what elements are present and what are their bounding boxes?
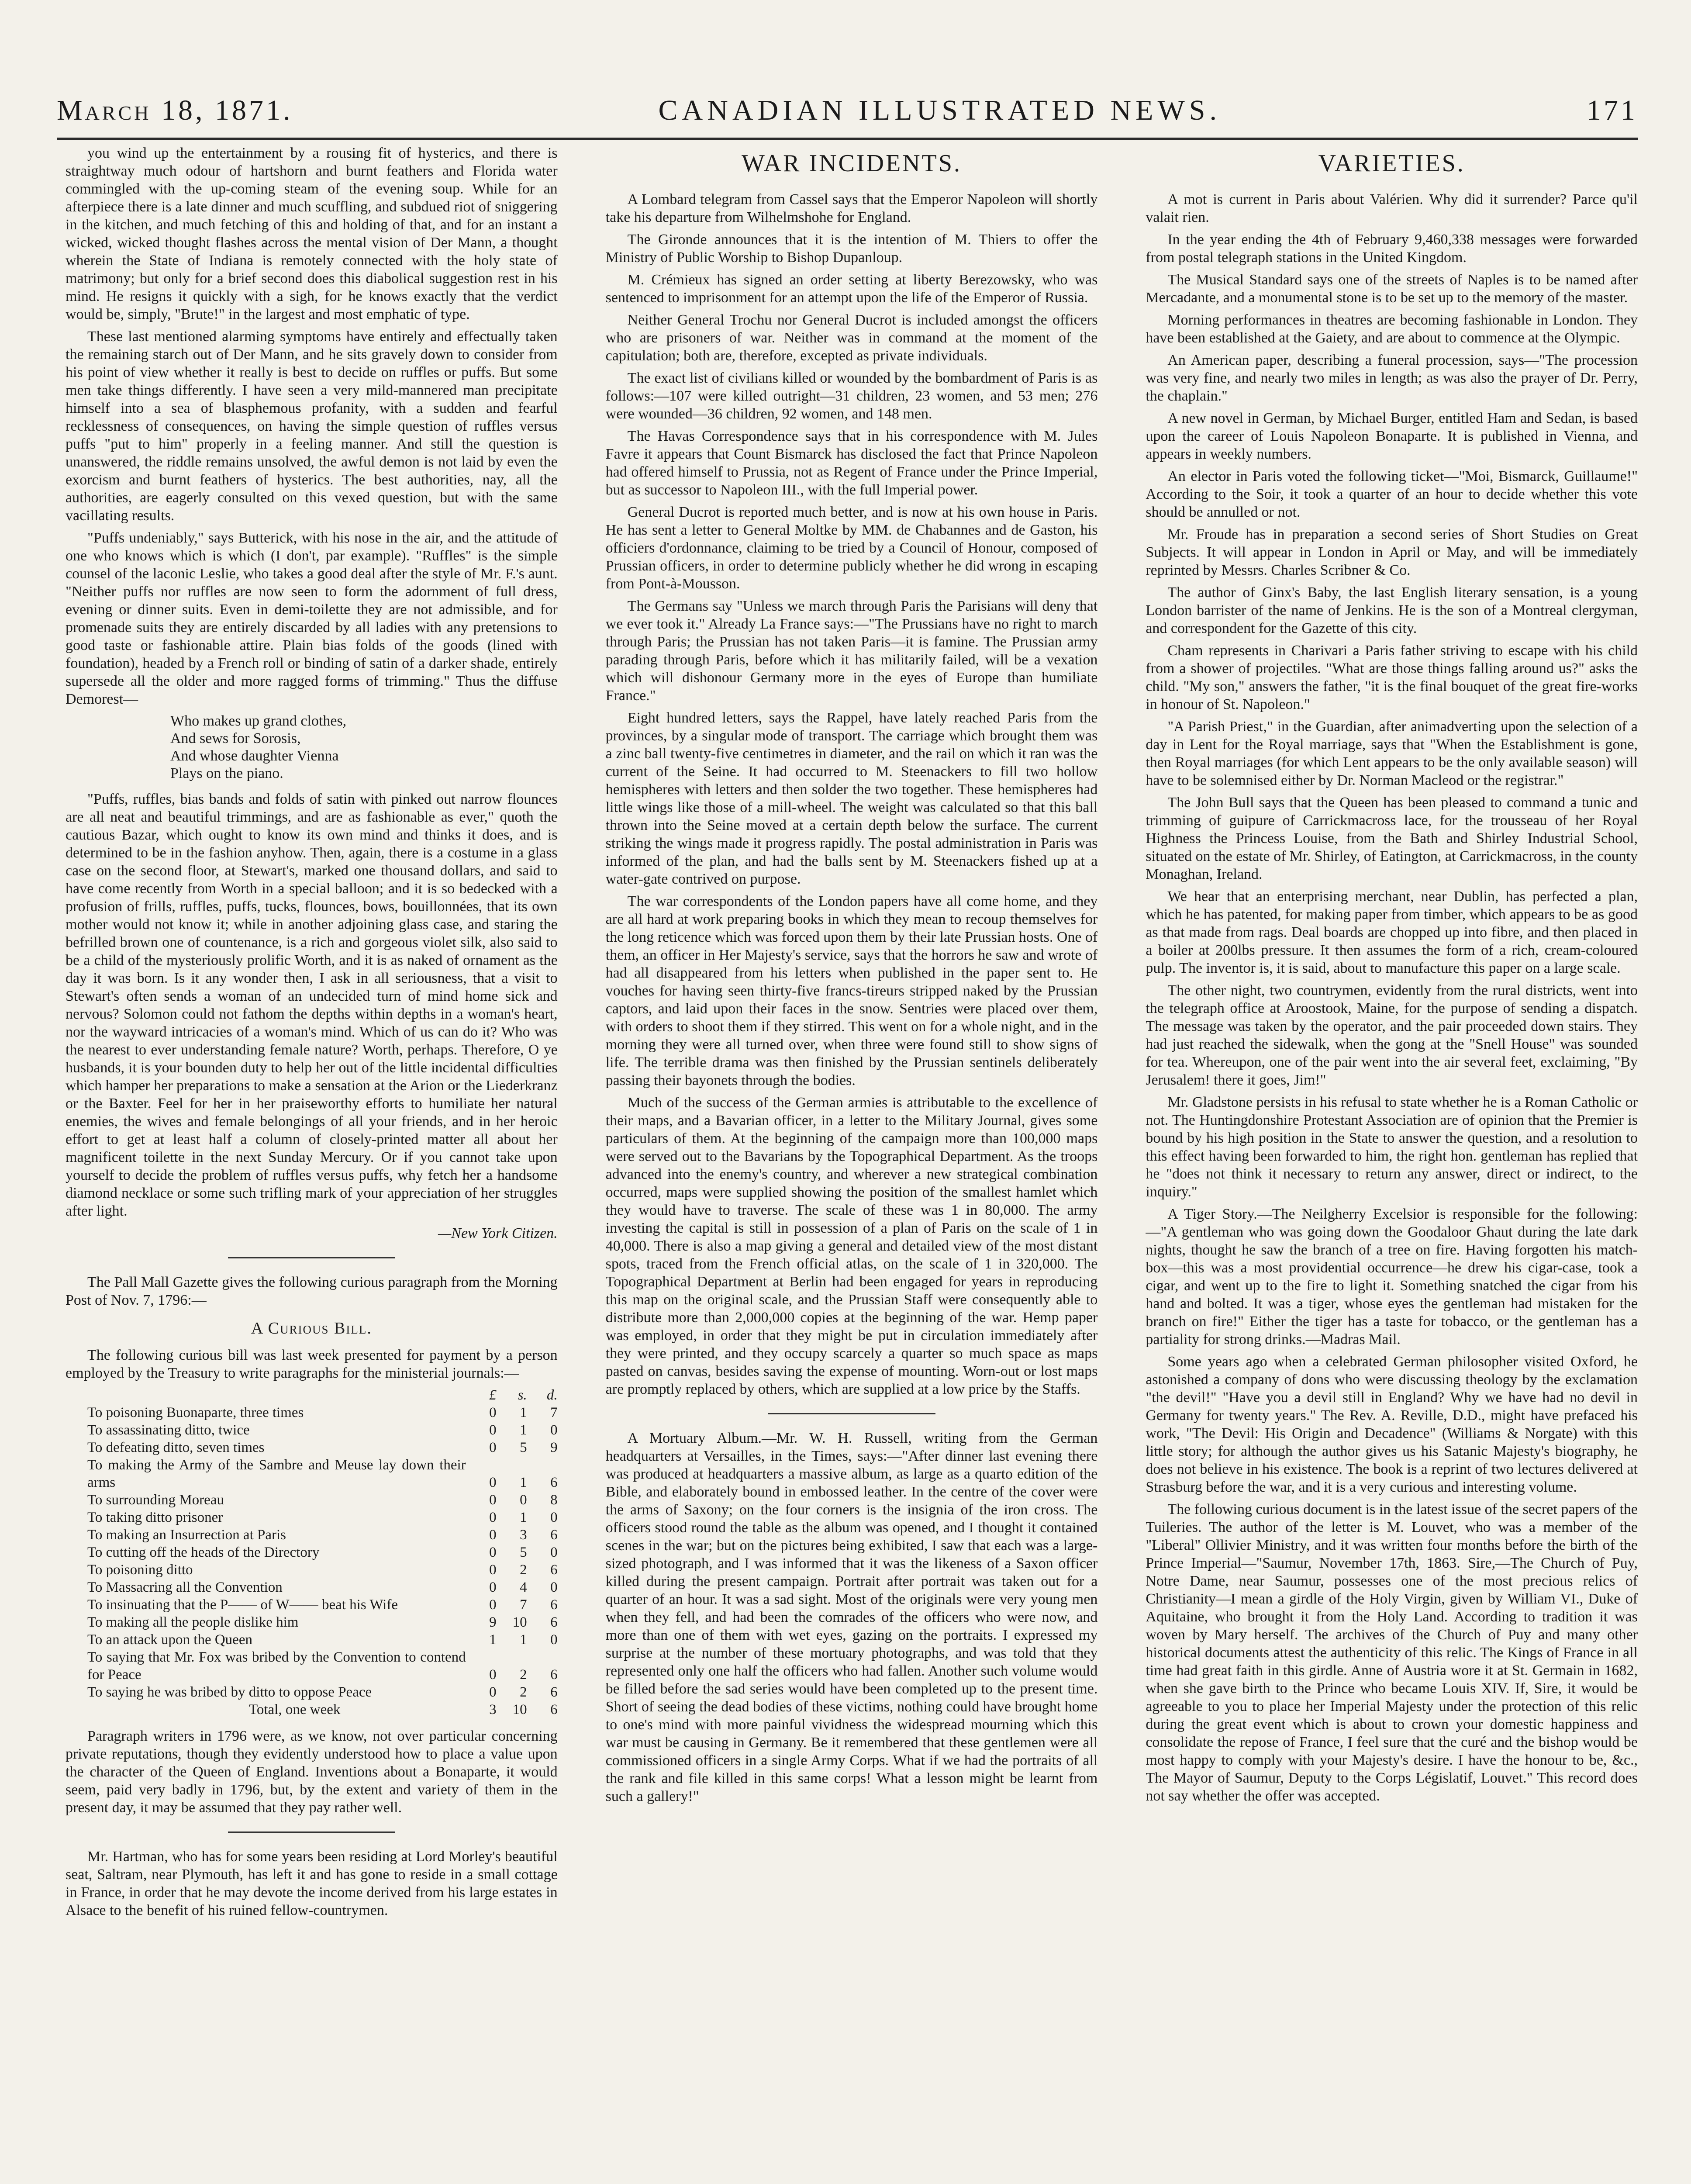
bill-pounds: 0	[489, 1562, 497, 1578]
bill-item: To Massacring all the Convention	[87, 1579, 283, 1595]
article-paragraph: "A Parish Priest," in the Guardian, after animadverting upon the selection of a day in Lent for the Royal marriage, says that "When the Establishment is gone, then Royal marriages (for which Lent appears to be the only available season) will have to be solemnised either by Dr. Norman Macleod or the registrar."	[1146, 719, 1638, 788]
issue-date: March 18, 1871.	[57, 94, 293, 126]
bill-shillings: 2	[520, 1562, 527, 1578]
bill-row	[66, 1596, 558, 1614]
article-paragraph: An elector in Paris voted the following ticket—"Moi, Bismarck, Guillaume!" According to the Soir, it took a quarter of an hour to decide whether this vote should be annulled or not.	[1146, 468, 1638, 520]
article-paragraph: The following curious bill was last week presented for payment by a person employed by the Treasury to write paragraphs for the ministerial journals:—	[66, 1347, 558, 1381]
article-paragraph: The John Bull says that the Queen has been pleased to command a tunic and trimming of guipure of Carrickmacross lace, for the trousseau of her Royal Highness the Princess Louise, from the Bath and Shirley Industrial School, situated on the estate of Mr. Shirley, of Eatington, at Carrickmacross, in the county Monaghan, Ireland.	[1146, 795, 1638, 882]
bill-pence: 7	[550, 1405, 558, 1420]
bill-pounds: 0	[489, 1597, 497, 1613]
verse-line: And whose daughter Vienna	[170, 748, 339, 764]
article-paragraph: These last mentioned alarming symptoms have entirely and effectually taken the remaining starch out of Der Mann, and he sits gravely down to consider from his point of view whether it really is best to decide on ruffles or puffs. But some men take things differently. I have seen a very mild-mannered man precipitate himself into a sea of blasphemous profanity, with a sudden and fearful recklessness of consequences, on having the simple question of ruffles versus puffs "put to him" properly in a feeling manner. And still the question is unanswered, the riddle remains unsolved, the awful demon is not laid by even the exorcism and burnt feathers of hysterics. The best authorities, nay, all the authorities, are eagerly consulted on this vexed question, but with the same vacillating results.	[66, 328, 558, 524]
bill-pounds: 0	[489, 1545, 497, 1560]
bill-pounds: 9	[489, 1614, 497, 1630]
article-paragraph: Mr. Hartman, who has for some years been residing at Lord Morley's beautiful seat, Saltram, near Plymouth, has left it and has gone to reside in a small cottage in France, in order that he may devote the income derived from his large estates in Alsace to the benefit of his ruined fellow-countrymen.	[66, 1849, 558, 1918]
verse-quote	[170, 712, 558, 782]
bill-heading: A Curious Bill.	[251, 1319, 372, 1337]
bill-pence: 8	[550, 1492, 558, 1508]
unit-shillings: s.	[518, 1387, 527, 1403]
bill-pence: 0	[550, 1579, 558, 1595]
bill-item: Total, one week	[249, 1702, 341, 1717]
bill-item: To poisoning Buonaparte, three times	[87, 1405, 304, 1420]
bill-shillings: 10	[512, 1614, 527, 1630]
article-paragraph: A mot is current in Paris about Valérien. Why did it surrender? Parce qu'il valait rien.	[1146, 191, 1638, 225]
bill-item: To assassinating ditto, twice	[87, 1422, 250, 1438]
bill-shillings: 1	[520, 1475, 527, 1490]
bill-pence: 6	[550, 1527, 558, 1543]
bill-shillings: 10	[512, 1702, 527, 1717]
bill-pounds: 0	[489, 1440, 497, 1455]
bill-row	[66, 1404, 558, 1421]
column-3	[1146, 144, 1638, 2184]
bill-item: To cutting off the heads of the Directory	[87, 1545, 320, 1560]
bill-shillings: 5	[520, 1545, 527, 1560]
verse-line: And sews for Sorosis,	[170, 730, 301, 746]
bill-row	[66, 1491, 558, 1509]
unit-pounds: £	[489, 1387, 497, 1403]
bill-units-row	[66, 1386, 558, 1404]
article-paragraph: The Gironde announces that it is the intention of M. Thiers to offer the Ministry of Public Worship to Bishop Dupanloup.	[605, 232, 1098, 266]
section-divider	[228, 1257, 395, 1258]
masthead	[57, 83, 1638, 140]
article-paragraph: The other night, two countrymen, evidently from the rural districts, went into the telegraph office at Aroostook, Maine, for the purpose of sending a dispatch. The message was taken by the operator, and the pair proceeded down stairs. They had just reached the sidewalk, when the gong at the "Snell House" was sounded for tea. Whereupon, one of the pair went into the air several feet, exclaiming, "By Jerusalem! there it goes, Jim!"	[1146, 982, 1638, 1088]
article-paragraph: We hear that an enterprising merchant, near Dublin, has perfected a plan, which he has patented, for making paper from timber, which appears to be as good as that made from rags. Deal boards are chopped up into fibre, and then placed in a boiler at 200lbs pressure. It then assumes the form of a rich, cream-coloured pulp. The inventor is, it is said, about to manufacture this paper on a large scale.	[1146, 888, 1638, 976]
bill-shillings: 1	[520, 1422, 527, 1438]
bill-item: To insinuating that the P—— of W—— beat his Wife	[87, 1597, 398, 1613]
section-divider	[768, 1413, 935, 1414]
bill-pence: 0	[550, 1510, 558, 1525]
article-paragraph: A Mortuary Album.—Mr. W. H. Russell, writing from the German headquarters at Versailles, in the Times, says:—"After dinner last evening there was produced at headquarters a massive album, as large as a quarto edition of the Bible, and elaborately bound in embossed leather. In the centre of the cover were the arms of Saxony; on the four corners is the insignia of the iron cross. The officers stood round the table as the album was opened, and I thought it contained scenes in the war; but on the pictures being exhibited, I saw that each was a large-sized photograph, and I was informed that it was the likeness of a Saxon officer killed during the present campaign. Portrait after portrait was taken out for a quarter of an hour. It was a sad sight. Most of the originals were very young men when they fell, and had been the comrades of the officers who were now, and more than one of them with wet eyes, gazing on the portraits. I expressed my surprise at the number of these mortuary photographs, and was told that they represented only one half the officers who had fallen. Another such volume would be filled before the sad series would have been completed up to the present time. Short of seeing the dead bodies of these victims, nothing could have brought home to one's mind with more painful vividness the widespread mourning which this war must be causing in Germany. Be it remembered that these gentlemen were all commissioned officers in a single Army Corps. What if we had the portraits of all the rank and file killed in this same corps! What a lesson might be learnt from such a gallery!"	[605, 1430, 1098, 1804]
bill-row	[66, 1614, 558, 1631]
bill-pounds: 0	[489, 1579, 497, 1595]
bill-shillings: 2	[520, 1667, 527, 1683]
bill-row	[66, 1648, 558, 1683]
bill-pence: 6	[550, 1475, 558, 1490]
article-paragraph: A new novel in German, by Michael Burger, entitled Ham and Sedan, is based upon the career of Louis Napoleon Bonaparte. It is published in Vienna, and appears in weekly numbers.	[1146, 410, 1638, 462]
curious-bill-table	[66, 1386, 558, 1718]
bill-item: To surrounding Moreau	[87, 1492, 224, 1508]
article-paragraph: The Havas Correspondence says that in his correspondence with M. Jules Favre it appears that Count Bismarck has disclosed the fact that Prince Napoleon had offered himself to Prussia, not as Regent of France under the Prince Imperial, but as successor to Napoleon III., with the full Imperial power.	[605, 428, 1098, 498]
bill-item: To an attack upon the Queen	[87, 1632, 252, 1648]
bill-pence: 6	[550, 1614, 558, 1630]
article-paragraph: Eight hundred letters, says the Rappel, have lately reached Paris from the provinces, by a singular mode of transport. The carriage which brought them was a zinc ball twenty-five centimetres in diameter, and the rail on which it ran was the current of the Seine. It had occurred to M. Steenackers to fill two hollow hemispheres with letters and then solder the two together. These hemispheres had little wings like those of a mill-wheel. The weight was calculated so that this ball thrown into the Seine moved at a certain depth below the surface. The current striking the wings made it progress rapidly. The postal administration in Paris was informed of the plan, and had the balls sent by M. Steenackers fished up at a water-gate contrived on purpose.	[605, 710, 1098, 887]
bill-row	[66, 1683, 558, 1701]
article-paragraph: Paragraph writers in 1796 were, as we know, not over particular concerning private reputations, though they evidently understood how to place a value upon the character of the Queen of England. Inventions about a Bonaparte, it would seem, paid very badly in 1796, but, by the extent and variety of them in the present day, it may be assumed that they pay rather well.	[66, 1728, 558, 1816]
section-divider	[228, 1832, 395, 1833]
bill-row	[66, 1579, 558, 1596]
section-heading-varieties: VARIETIES.	[1318, 150, 1465, 177]
bill-pence: 0	[550, 1422, 558, 1438]
column-1	[66, 144, 558, 2184]
page-number: 171	[1586, 94, 1638, 126]
article-paragraph: General Ducrot is reported much better, and is now at his own house in Paris. He has sent a letter to General Moltke by MM. de Chabannes and de Gaston, his officiers d'ordonnance, claiming to be tried by a Council of Honour, composed of Prussian officers, in order to determine publicly whether he did wrong in escaping from Pont-à-Mousson.	[605, 504, 1098, 592]
article-paragraph: The war correspondents of the London papers have all come home, and they are all hard at work preparing books in which they mean to recoup themselves for the long reticence which was forced upon them by their late Prussian hosts. One of them, an officer in Her Majesty's service, says that the horrors he saw and wrote of had all disappeared from his letters when published in the paper sent to. He vouches for having seen thirty-five francs-tireurs stripped naked by the Prussian captors, and laid upon their faces in the snow. Sentries were placed over them, with orders to shoot them if they stirred. This went on for a whole night, and in the morning they were all turned over, when three were found still to show signs of life. The terrible drama was then finished by the Prussian sentinels deliberately passing their bayonets through the bodies.	[605, 893, 1098, 1089]
article-paragraph: Mr. Gladstone persists in his refusal to state whether he is a Roman Catholic or not. The Huntingdonshire Protestant Association are of opinion that the Premier is bound by his high position in the State to answer the question, and a resolution to this effect having been forwarded to him, the right hon. gentleman has replied that he "does not think it necessary to return any answer, direct or indirect, to the inquiry."	[1146, 1094, 1638, 1200]
bill-row	[66, 1561, 558, 1579]
article-paragraph: A Tiger Story.—The Neilgherry Excelsior is responsible for the following:—"A gentleman who was going down the Goodaloor Ghaut during the late dark nights, thought he saw the branch of a tree on fire. Having forgotten his match-box—this was a most providential occurrence—he drew his cigar-case, took a cigar, and went up to the fire to light it. Something snatched the cigar from his hand and bolted. It was a tiger, whose eyes the gentleman had mistaken for the branch on fire!" Either the tiger has a taste for tobacco, or the gentleman has a partiality for strong drinks.—Madras Mail.	[1146, 1206, 1638, 1348]
bill-pounds: 0	[489, 1684, 497, 1700]
bill-shillings: 1	[520, 1632, 527, 1648]
bill-item: To making all the people dislike him	[87, 1614, 299, 1630]
bill-pounds: 0	[489, 1405, 497, 1420]
bill-shillings: 5	[520, 1440, 527, 1455]
article-paragraph: "Puffs undeniably," says Butterick, with his nose in the air, and the attitude of one who knows which is which (I don't, par example). "Ruffles" is the simple counsel of the laconic Leslie, who takes a good deal after the style of Mr. F.'s aunt. "Neither puffs nor ruffles are now seen to form the adornment of full dress, evening or dinner suits. Even in demi-toilette they are not admissible, and for promenade suits they are entirely discarded by all ladies with any pretensions to good taste or fashionable attire. Plain bias folds of the goods (lined with foundation), headed by a French roll or binding of satin of a darker shade, entirely supersede all the older and more ragged forms of trimming." Thus the diffuse Demorest—	[66, 530, 558, 707]
article-paragraph: Much of the success of the German armies is attributable to the excellence of their maps, and a Bavarian officer, in a letter to the Military Journal, gives some particulars of them. At the beginning of the campaign more than 100,000 maps were served out to the Bavarians by the Topographical Department. As the troops advanced into the enemy's country, and wherever a new strategical combination occurred, maps were supplied showing the position of the smallest hamlet which they would have to traverse. The scale of these was 1 in 80,000. The army investing the capital is still in possession of a plan of Paris on the scale of 1 in 40,000. There is also a map giving a general and detailed view of the most distant spots, traced from the French official atlas, on the scale of 1 in 320,000. The Topographical Department at Berlin had been engaged for years in reproducing this map on the original scale, and the Prussian Staff were consequently able to distribute more than 2,000,000 copies at the beginning of the war. Hemp paper was employed, in order that they might be put in circulation immediately after they were printed, and they occupy scarcely a quarter so much space as maps pasted on canvas, besides saving the expense of mounting. Worn-out or lost maps are promptly replaced by others, which are supplied at a low price by the Staffs.	[605, 1095, 1098, 1397]
bill-item: To poisoning ditto	[87, 1562, 193, 1578]
bill-item: To saying he was bribed by ditto to oppose Peace	[87, 1684, 372, 1700]
bill-pounds: 0	[489, 1527, 497, 1543]
bill-pence: 9	[550, 1440, 558, 1455]
bill-row	[66, 1526, 558, 1544]
bill-row	[66, 1509, 558, 1526]
bill-pounds: 0	[489, 1475, 497, 1490]
newspaper-title: CANADIAN ILLUSTRATED NEWS.	[658, 94, 1221, 126]
unit-pence: d.	[546, 1387, 558, 1403]
bill-pounds: 0	[489, 1422, 497, 1438]
bill-row	[66, 1544, 558, 1561]
bill-shillings: 3	[520, 1527, 527, 1543]
article-paragraph: The Germans say "Unless we march through Paris the Parisians will deny that we ever took it." Already La France says:—"The Prussians have no right to march through Paris; the Prussian has not taken Paris—it is famine. The Prussian army parading through Paris, before which it has militarily failed, will be a vexation which will dishonour Germany more in the eyes of Europe than humiliate France."	[605, 598, 1098, 704]
bill-shillings: 0	[520, 1492, 527, 1508]
article-paragraph: Morning performances in theatres are becoming fashionable in London. They have been established at the Gaiety, and are about to commence at the Olympic.	[1146, 312, 1638, 346]
bill-pounds: 0	[489, 1667, 497, 1683]
bill-item: To making an Insurrection at Paris	[87, 1527, 286, 1543]
bill-shillings: 7	[520, 1597, 527, 1613]
column-2	[606, 144, 1098, 2184]
bill-shillings: 1	[520, 1510, 527, 1525]
bill-pence: 6	[550, 1702, 558, 1717]
bill-row	[66, 1439, 558, 1456]
article-paragraph: Some years ago when a celebrated German philosopher visited Oxford, he astonished a company of dons who were discussing theology by the exclamation "the devil!" "Have you a devil still in England? Why we have had no devil in Germany for twenty years." The Rev. A. Reville, D.D., might have prefaced his work, "The Devil: His Origin and Decadence" (Williams & Norgate) with this little story; for although the author gives us his Satanic Majesty's biography, he does not believe in his existence. The book is a reprint of two lectures delivered at Strasburg before the war, and it is a very curious and interesting volume.	[1146, 1354, 1638, 1495]
bill-pence: 6	[550, 1562, 558, 1578]
bill-pence: 6	[550, 1684, 558, 1700]
article-source: —New York Citizen.	[438, 1225, 558, 1241]
bill-pounds: 3	[489, 1702, 497, 1717]
article-paragraph: "Puffs, ruffles, bias bands and folds of satin with pinked out narrow flounces are all neat and beautiful trimmings, and are as fashionable as ever," quoth the cautious Bazar, which ought to know its own mind and thinks it does, and is determined to be in the fashion anyhow. Then, again, there is a costume in a glass case on the second floor, at Stewart's, marked one thousand dollars, and said to have come recently from Worth in a special balloon; and it is so bedecked with a profusion of frills, ruffles, puffs, tucks, flounces, bows, bouillonnées, that its own mother would not know it; while in another adjoining glass case, and staring the befrilled brown one of countenance, is a rich and gorgeous violet silk, also said to be a child of the mysteriously prolific Worth, and it is as naked of ornament as the day it was born. Is it any wonder then, I ask in all seriousness, that a visit to Stewart's often sends a woman of an undecided turn of mind home sick and nervous? Solomon could not fathom the depths within depths in a woman's heart, nor the wayward intricacies of a woman's mind. Which of us can do it? Who was the nearest to ever understanding female nature? Worth, perhaps. Therefore, O ye husbands, it is your bounden duty to help her out of the little incidental difficulties which hamper her preparations to make a sensation at the Arion or the Liederkranz or the Baxter. Feel for her in her praiseworthy efforts to humiliate her natural enemies, the wives and female belongings of all your friends, and in her heroic effort to get at least half a column of closely-printed matter all about her magnificent toilette in the next Sunday Mercury. Or if you cannot take upon yourself to decide the problem of ruffles versus puffs, why fetch her a handsome diamond necklace or some such trifling mark of your appreciation of her struggles after light.	[66, 791, 558, 1219]
bill-item: To defeating ditto, seven times	[87, 1440, 265, 1455]
war-incidents-body	[606, 190, 1098, 1398]
verse-line: Who makes up grand clothes,	[170, 713, 347, 729]
article-paragraph: Cham represents in Charivari a Paris father striving to escape with his child from a shower of projectiles. "What are those things falling around us?" asks the child. "My son," answers the father, "it is the final bouquet of the great fire-works in honour of St. Napoleon."	[1146, 643, 1638, 712]
bill-pounds: 0	[489, 1492, 497, 1508]
bill-pence: 0	[550, 1545, 558, 1560]
article-paragraph: In the year ending the 4th of February 9,460,338 messages were forwarded from postal telegraph stations in the United Kingdom.	[1146, 232, 1638, 266]
article-paragraph: M. Crémieux has signed an order setting at liberty Berezowsky, who was sentenced to imprisonment for an attempt upon the life of the Emperor of Russia.	[605, 272, 1098, 306]
article-paragraph: An American paper, describing a funeral procession, says—"The procession was very fine, and nearly two miles in length; as was also the prayer of Dr. Perry, the chaplain."	[1146, 352, 1638, 404]
article-paragraph: A Lombard telegram from Cassel says that the Emperor Napoleon will shortly take his departure from Wilhelmshohe for England.	[605, 191, 1098, 225]
article-paragraph: The exact list of civilians killed or wounded by the bombardment of Paris is as follows:—107 were killed outright—31 children, 23 women, and 53 men; 276 were wounded—36 children, 92 women, and 148 men.	[605, 370, 1098, 422]
bill-pence: 6	[550, 1667, 558, 1683]
article-paragraph: Mr. Froude has in preparation a second series of Short Studies on Great Subjects. It will appear in London in April or May, and will be immediately reprinted by Messrs. Charles Scribner & Co.	[1146, 526, 1638, 578]
bill-row	[66, 1456, 558, 1491]
varieties-body	[1146, 190, 1638, 1805]
bill-shillings: 1	[520, 1405, 527, 1420]
bill-item: To saying that Mr. Fox was bribed by the Convention to contend for Peace	[87, 1649, 466, 1683]
bill-pounds: 1	[489, 1632, 497, 1648]
article-paragraph: The Musical Standard says one of the streets of Naples is to be named after Mercadante, and a monumental stone is to be set up to the memory of the master.	[1146, 272, 1638, 306]
article-columns	[66, 144, 1638, 2184]
bill-item: To taking ditto prisoner	[87, 1510, 223, 1525]
article-paragraph: The author of Ginx's Baby, the last English literary sensation, is a young London barrister of the name of Jenkins. He is the son of a Montreal clergyman, and correspondent for the Gazette of this city.	[1146, 584, 1638, 636]
bill-row	[66, 1421, 558, 1439]
article-paragraph: The Pall Mall Gazette gives the following curious paragraph from the Morning Post of Nov. 7, 1796:—	[66, 1274, 558, 1308]
bill-total-row	[66, 1701, 558, 1718]
bill-pence: 6	[550, 1597, 558, 1613]
section-heading-war-incidents: WAR INCIDENTS.	[742, 150, 962, 177]
verse-line: Plays on the piano.	[170, 765, 283, 781]
bill-pence: 0	[550, 1632, 558, 1648]
bill-pounds: 0	[489, 1510, 497, 1525]
bill-shillings: 4	[520, 1579, 527, 1595]
article-paragraph: Neither General Trochu nor General Ducrot is included amongst the officers who are prisoners of war. Neither was in command at the moment of the capitulation; both are, therefore, excepted as private individuals.	[605, 312, 1098, 364]
article-paragraph: The following curious document is in the latest issue of the secret papers of the Tuileries. The author of the letter is M. Louvet, who was a member of the "Liberal" Ollivier Ministry, and it was written four months before the birth of the Prince Imperial—"Saumur, November 17th, 1863. Sire,—The Church of Puy, Notre Dame, near Saumur, possesses one of the most precious relics of Christianity—I mean a girdle of the Holy Virgin, given by William VI., Duke of Aquitaine, who brought it from the Holy Land. According to tradition it was woven by Mary herself. The archives of the Church of Puy and many other historical documents attest the authenticity of this relic. The Kings of France in all time had great faith in this girdle. Anne of Austria wore it at St. Germain in 1682, when she gave birth to the Prince who became Louis XIV. If, Sire, it would be agreeable to you to place her Imperial Majesty under the protection of this relic during the great event which is about to crown your domestic happiness and consolidate the repose of France, I feel sure that the curé and the bishop would be most happy to comply with your Majesty's desire. I have the honour to be, &c., The Mayor of Saumur, Deputy to the Corps Législatif, Louvet." This record does not say whether the offer was accepted.	[1146, 1501, 1638, 1804]
bill-shillings: 2	[520, 1684, 527, 1700]
bill-row	[66, 1631, 558, 1648]
bill-item: To making the Army of the Sambre and Meuse lay down their arms	[87, 1457, 466, 1490]
article-paragraph: you wind up the entertainment by a rousing fit of hysterics, and there is straightway much odour of hartshorn and burnt feathers and Florida water commingled with the up-coming steam of the evening soup. While for an afterpiece there is a late dinner and much scuffling, and subdued riot of sniggering in the kitchen, and much fetching of this and holding of that, and for an instant a wicked, wicked thought flashes across the mental vision of Der Mann, a thought wherein the State of Indiana is remotely connected with the holy state of matrimony; but only for a brief second does this diabolical suggestion rest in his mind. He resigns it quickly with a sigh, for he knows exactly that the verdict would be, simply, "Brute!" in the largest and most emphatic of type.	[66, 145, 558, 322]
